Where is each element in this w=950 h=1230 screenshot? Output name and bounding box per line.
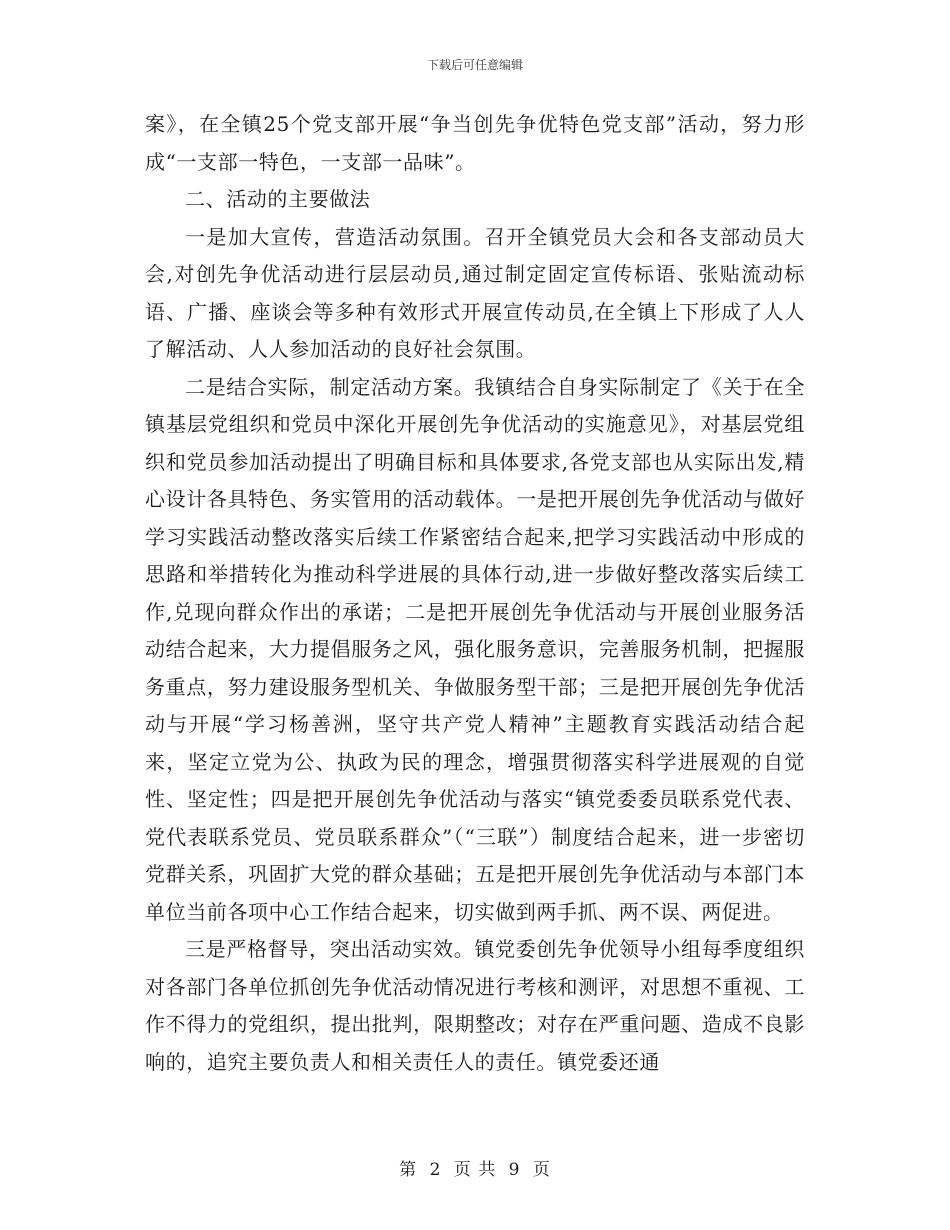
paragraph-3: 二是结合实际，制定活动方案。我镇结合自身实际制定了《关于在全镇基层党组织和党员中深化开展创先争优活动的实施意见》，对基层党组织和党员参加活动提出了明确目标和具体要求,各党支部也从实际出发,精心设计各具特色、务实管用的活动载体。一是把开展创先争优活动与做好学习实践活动整改落实后续工作紧密结合起来,把学习实践活动中形成的思路和举措转化为推动科学进展的具体行动,进一步做好整改落实后续工作,兑现向群众作出的承诺；二是把开展创先争优活动与开展创业服务活动结合起来，大力提倡服务之风，强化服务意识，完善服务机制，把握服务重点，努力建设服务型机关、争做服务型干部；三是把开展创先争优活动与开展“学习杨善洲，坚守共产党人精神”主题教育实践活动结合起来，坚定立党为公、执政为民的理念，增强贯彻落实科学进展观的自觉性、坚定性；四是把开展创先争优活动与落实“镇党委委员联系党代表、党代表联系党员、党员联系群众”（“三联”）制度结合起来，进一步密切党群关系，巩固扩大党的群众基础；五是把开展创先争优活动与本部门本单位当前各项中心工作结合起来，切实做到两手抓、两不误、两促进。: [145, 374, 805, 924]
page-header: 下载后可任意编辑: [426, 58, 523, 72]
footer-suffix: 页: [532, 1160, 551, 1180]
total-pages-number: 9: [508, 1160, 521, 1180]
page-footer: [0, 1155, 950, 1180]
paragraph-4: 三是严格督导，突出活动实效。镇党委创先争优领导小组每季度组织对各部门各单位抓创先争优活动情况进行考核和测评，对思想不重视、工作不得力的党组织，提出批判，限期整改；对存在严重问题、造成不良影响的，追究主要负责人和相关责任人的责任。镇党委还通: [145, 937, 805, 1074]
paragraph-2: 一是加大宣传，营造活动氛围。召开全镇党员大会和各支部动员大会,对创先争优活动进行层层动员,通过制定固定宣传标语、张贴流动标语、广播、座谈会等多种有效形式开展宣传动员,在全镇上下形成了人人了解活动、人人参加活动的良好社会氛围。: [145, 224, 805, 361]
paragraph-1: 案》，在全镇25个党支部开展“争当创先争优特色党支部”活动，努力形成“一支部一特色，一支部一品味”。: [145, 112, 805, 174]
current-page-number: 2: [429, 1160, 442, 1180]
document-body: [145, 106, 805, 1081]
footer-prefix: 第: [399, 1160, 418, 1180]
footer-middle: 页 共: [453, 1160, 497, 1180]
section-heading: 二、活动的主要做法: [185, 187, 371, 211]
